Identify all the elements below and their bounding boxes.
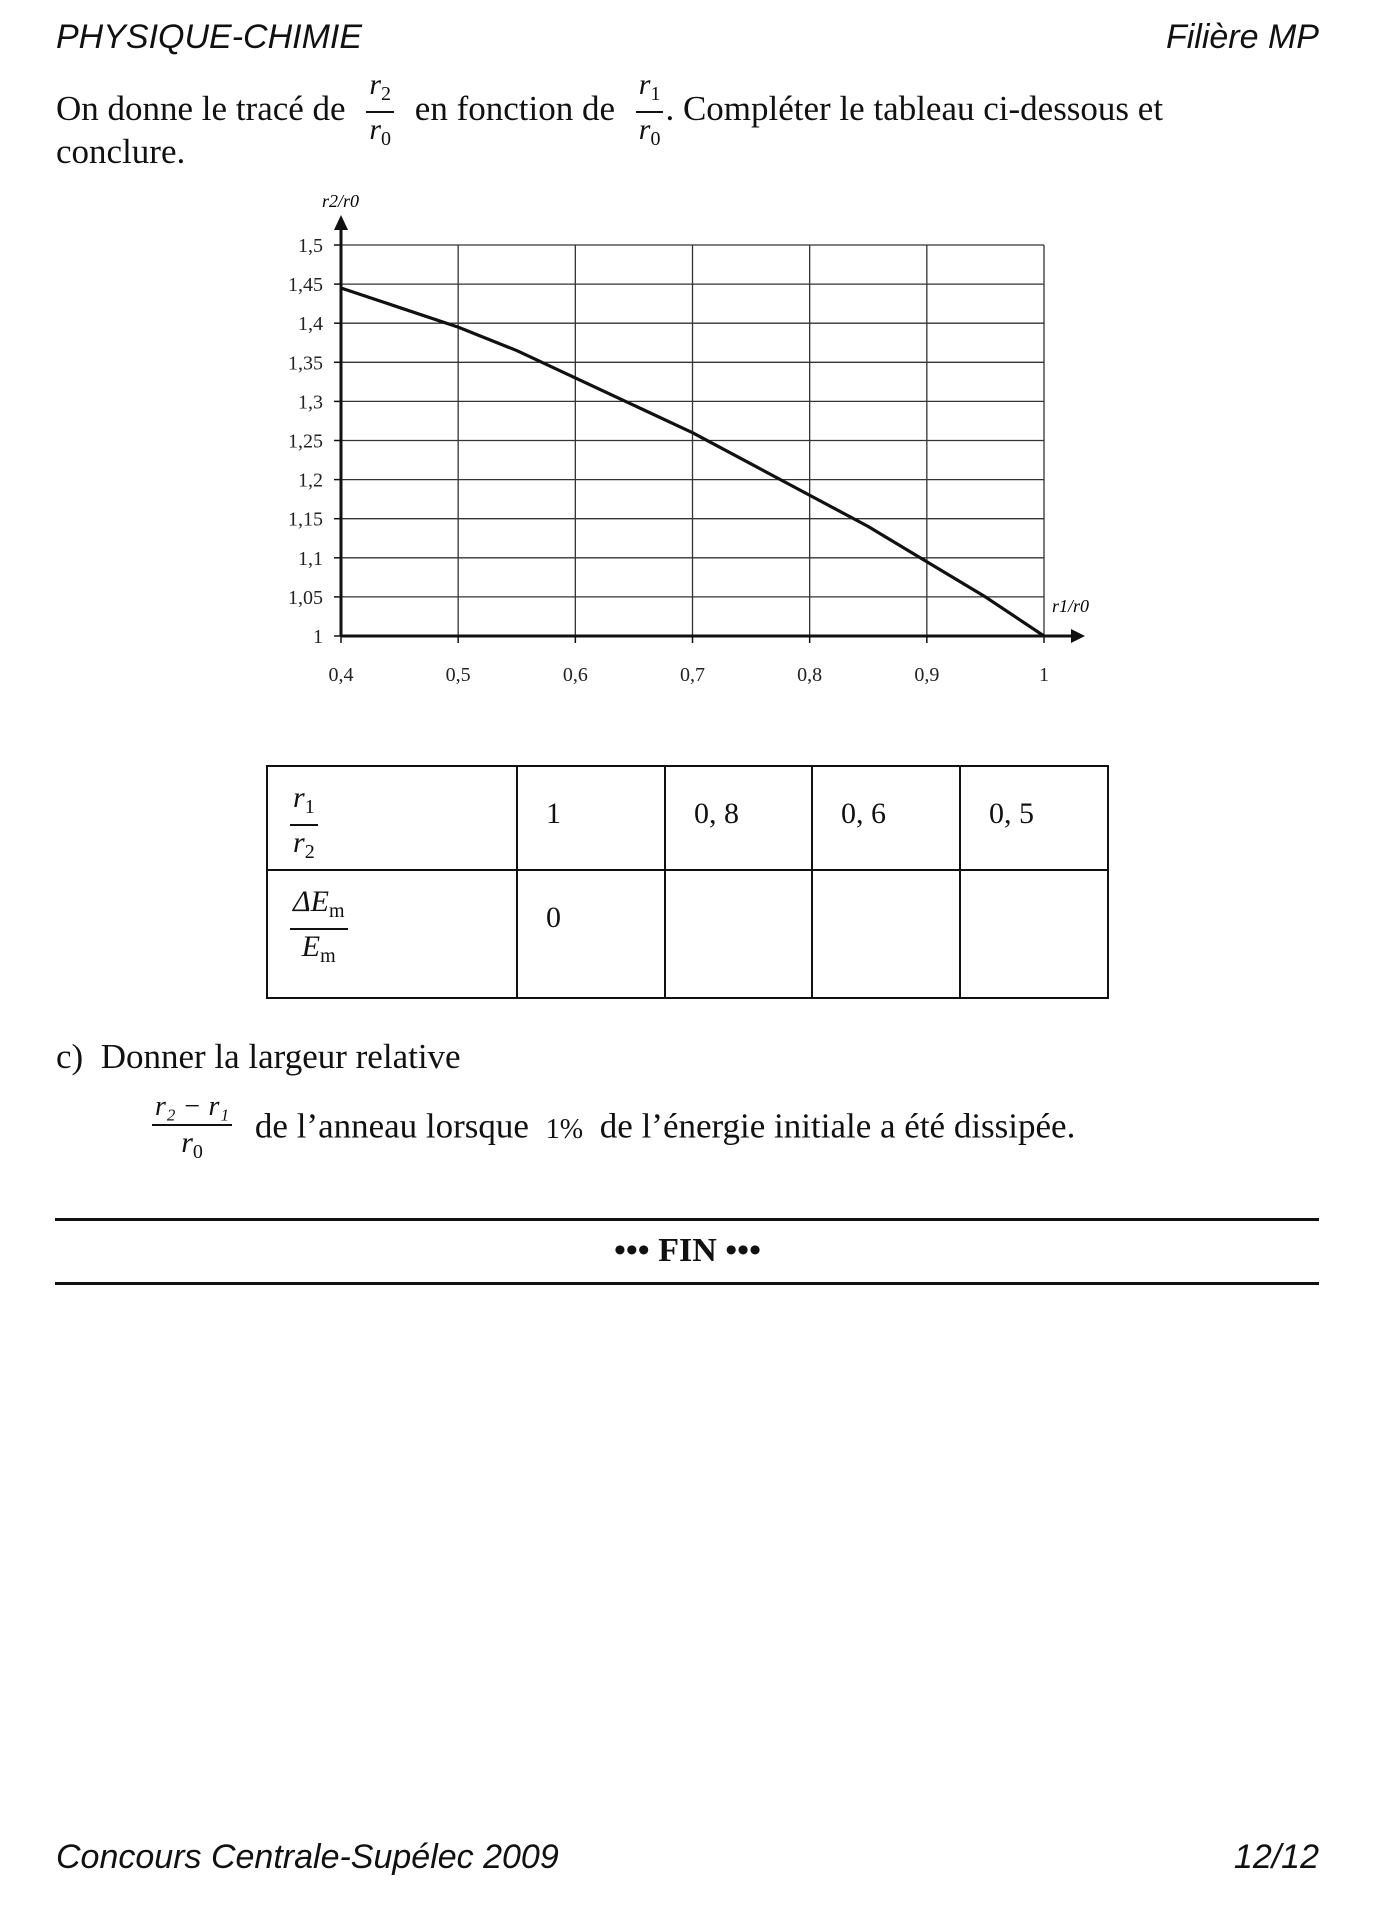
table-cell: 0, 8 xyxy=(665,766,812,870)
percent-value: 1% xyxy=(545,1113,584,1145)
header-subject: PHYSIQUE-CHIMIE xyxy=(56,18,363,56)
x-tick-label: 0,8 xyxy=(797,664,823,686)
intro-text-2: en fonction de xyxy=(414,89,615,129)
x-tick-label: 0,7 xyxy=(680,664,705,686)
table-cell: 1 xyxy=(517,766,665,870)
y-tick-label: 1,25 xyxy=(288,430,323,453)
question-c-text: Donner la largeur relative xyxy=(100,1037,461,1076)
table-row xyxy=(267,870,1108,998)
divider-bottom xyxy=(55,1282,1319,1285)
question-c-text-2: de l’anneau lorsque xyxy=(254,1106,529,1146)
x-tick-label: 0,5 xyxy=(445,664,471,686)
intro-text-1: On donne le tracé de xyxy=(56,89,346,129)
table-cell: 0, 6 xyxy=(812,766,960,870)
y-axis-arrow xyxy=(334,215,348,230)
fraction-r2-r0: $\frac{r_2}{r_0}$ xyxy=(366,68,394,156)
chart-ticks xyxy=(288,235,1049,686)
y-tick-label: 1,15 xyxy=(288,508,323,531)
end-marker: ••• FIN ••• xyxy=(614,1232,761,1269)
table-cell xyxy=(665,870,812,998)
table-cell xyxy=(812,870,960,998)
x-tick-label: 0,4 xyxy=(328,664,354,686)
x-axis-arrow xyxy=(1071,629,1085,643)
table-cell: 0 xyxy=(517,870,665,998)
x-tick-label: 0,6 xyxy=(562,664,588,686)
question-c-line2 xyxy=(152,1090,1075,1169)
y-tick-label: 1,4 xyxy=(298,313,323,336)
intro-line-2: conclure. xyxy=(56,132,186,171)
question-c xyxy=(56,1035,461,1079)
header-track: Filière MP xyxy=(1165,18,1319,56)
y-tick-label: 1,35 xyxy=(288,352,323,375)
row-label-r1-r2: $\frac{r_1}{r_2}$ xyxy=(267,766,517,870)
table-cell xyxy=(960,870,1108,998)
fraction-relative-width: $\frac{\text{r₂ − r₁}}{r_0}$ xyxy=(152,1090,232,1169)
y-tick-label: 1,05 xyxy=(288,586,323,609)
y-tick-label: 1,45 xyxy=(288,274,323,297)
row-label-delta-em: $\frac{\Delta E_m}{E_m}$ xyxy=(267,870,517,998)
x-axis-label: r1/r0 xyxy=(1052,596,1090,616)
intro-text-3: . Compléter le tableau ci-dessous et xyxy=(665,89,1164,129)
chart-axes xyxy=(334,215,1085,643)
question-c-text-3: de l’énergie initiale a été dissipée. xyxy=(599,1106,1076,1146)
divider-top xyxy=(55,1218,1319,1221)
chart xyxy=(0,0,1375,720)
chart-labels xyxy=(322,191,1089,616)
y-tick-label: 1,1 xyxy=(298,547,323,570)
y-axis-label: r2/r0 xyxy=(322,191,360,211)
x-tick-label: 1 xyxy=(1039,664,1049,686)
y-tick-label: 1,5 xyxy=(298,235,323,257)
y-tick-label: 1,3 xyxy=(298,391,323,414)
footer-contest: Concours Centrale-Supélec 2009 xyxy=(56,1838,559,1876)
y-tick-label: 1,2 xyxy=(298,469,323,492)
y-tick-label: 1 xyxy=(313,626,323,648)
x-tick-label: 0,9 xyxy=(914,664,940,686)
data-table xyxy=(266,765,1109,999)
table-cell: 0, 5 xyxy=(960,766,1108,870)
footer-page-number: 12/12 xyxy=(1233,1838,1319,1876)
chart-grid xyxy=(341,245,1044,636)
fraction-r1-r0: $\frac{r_1}{r_0}$ xyxy=(636,68,664,156)
table-row xyxy=(267,766,1108,870)
question-c-label: c) xyxy=(56,1037,84,1076)
